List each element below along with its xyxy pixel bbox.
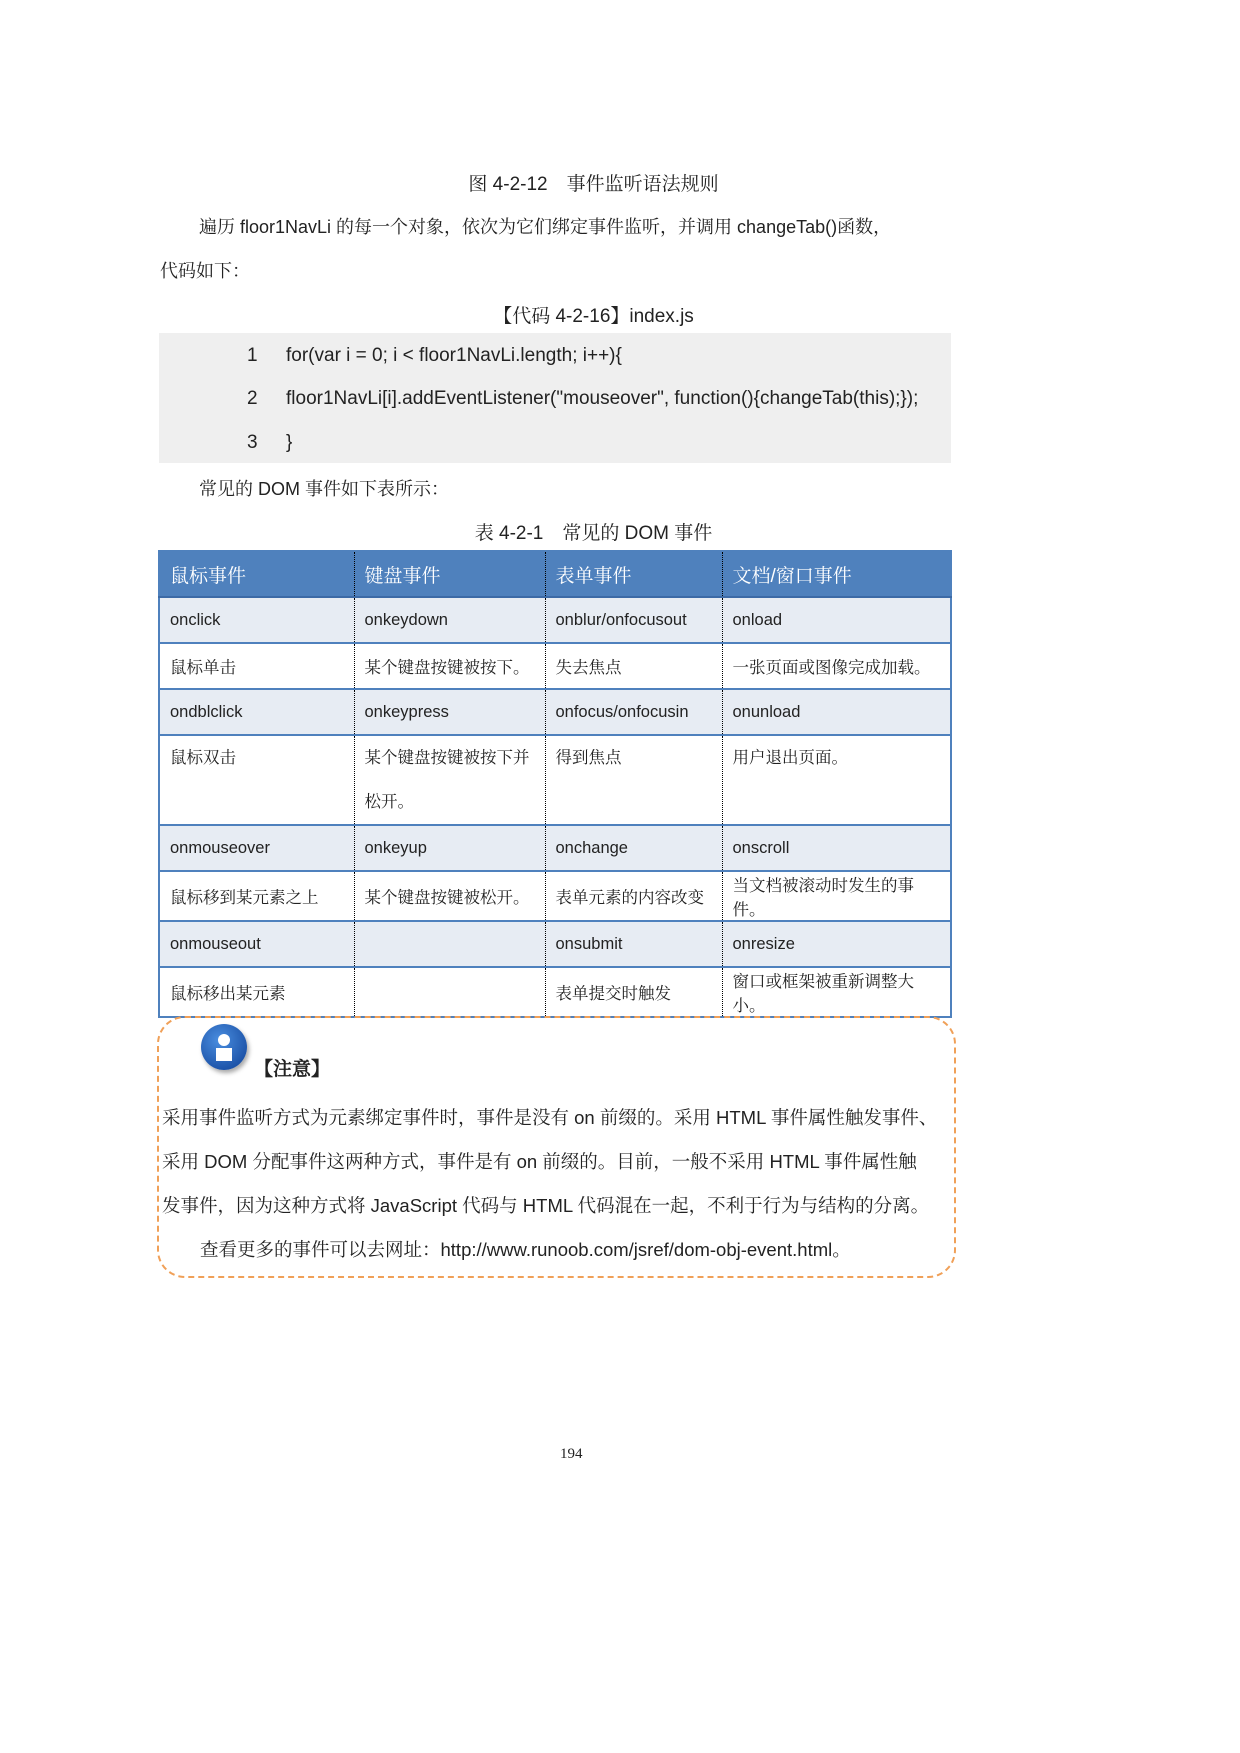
table-row <box>159 825 951 871</box>
line-number: 3 <box>247 432 258 453</box>
table-cell <box>354 967 545 1017</box>
table-caption: 表 4-2-1 常见的 DOM 事件 <box>474 523 713 544</box>
table-cell: 某个键盘按键被松开。 <box>354 871 545 921</box>
table-cell: onclick <box>159 597 354 643</box>
code-line: } <box>286 432 293 453</box>
column-header: 键盘事件 <box>354 551 545 597</box>
table-cell: 用户退出页面。 <box>722 735 951 825</box>
table-cell: 鼠标移到某元素之上 <box>170 889 319 907</box>
table-cell: 某个键盘按键被按下并松开。 <box>354 735 545 825</box>
table-cell: onsubmit <box>545 921 722 967</box>
figure-caption: 图 4-2-12 事件监听语法规则 <box>468 174 719 195</box>
table-cell: onkeydown <box>354 597 545 643</box>
table-cell: 某个键盘按键被按下。 <box>354 643 545 689</box>
column-header: 鼠标事件 <box>159 551 354 597</box>
table-cell: onmouseover <box>159 825 354 871</box>
code-caption: 【代码 4-2-16】index.js <box>493 306 694 327</box>
table-row <box>159 735 951 825</box>
note-text: 采用 DOM 分配事件这两种方式，事件是有 on 前缀的。目前，一般不采用 HTML 事件属性触 <box>162 1151 917 1172</box>
table-cell: onunload <box>722 689 951 735</box>
table-row <box>159 967 951 1017</box>
table-cell: ondblclick <box>159 689 354 735</box>
table-cell: 鼠标移出某元素 <box>170 985 286 1003</box>
note-text: 发事件，因为这种方式将 JavaScript 代码与 HTML 代码混在一起，不利于行为与结构的分离。 <box>162 1195 930 1216</box>
person-info-icon <box>201 1024 247 1070</box>
table-cell: 鼠标单击 <box>170 659 236 677</box>
table-row <box>159 871 951 921</box>
table-row <box>159 921 951 967</box>
page-number: 194 <box>560 1446 583 1462</box>
table-row <box>159 643 951 689</box>
table-cell: onfocus/onfocusin <box>545 689 722 735</box>
table-cell: onmouseout <box>159 921 354 967</box>
table-cell: 鼠标双击 <box>170 749 236 767</box>
line-number: 1 <box>247 345 258 366</box>
table-cell: onload <box>722 597 951 643</box>
note-box <box>157 1016 956 1278</box>
paragraph: 常见的 DOM 事件如下表所示： <box>199 479 449 499</box>
line-number: 2 <box>247 388 258 409</box>
table-cell: onblur/onfocusout <box>545 597 722 643</box>
table-cell: 失去焦点 <box>545 643 722 689</box>
note-link-text: 查看更多的事件可以去网址：http://www.runoob.com/jsref/dom-obj-event.html。 <box>200 1239 851 1260</box>
code-line: floor1NavLi[i].addEventListener("mouseover", function(){changeTab(this);}); <box>286 388 919 409</box>
table-cell <box>354 921 545 967</box>
code-line: for(var i = 0; i < floor1NavLi.length; i++){ <box>286 345 622 366</box>
column-header: 表单事件 <box>545 551 722 597</box>
table-row <box>159 597 951 643</box>
table-cell: 一张页面或图像完成加载。 <box>722 643 951 689</box>
dom-events-table <box>158 550 952 1018</box>
column-header: 文档/窗口事件 <box>722 551 951 597</box>
paragraph: 遍历 floor1NavLi 的每一个对象，依次为它们绑定事件监听，并调用 changeTab()函数， <box>199 217 892 237</box>
table-cell: 表单提交时触发 <box>545 967 722 1017</box>
code-block <box>159 333 951 463</box>
table-cell: 表单元素的内容改变 <box>545 871 722 921</box>
table-cell: onkeyup <box>354 825 545 871</box>
note-text: 采用事件监听方式为元素绑定事件时，事件是没有 on 前缀的。采用 HTML 事件属性触发事件、 <box>162 1107 938 1128</box>
table-cell: onchange <box>545 825 722 871</box>
table-cell: onkeypress <box>354 689 545 735</box>
table-cell: 窗口或框架被重新调整大小。 <box>722 967 951 1017</box>
table-cell: onresize <box>722 921 951 967</box>
note-title: 【注意】 <box>254 1059 331 1080</box>
table-cell: 得到焦点 <box>545 735 722 825</box>
table-row <box>159 689 951 735</box>
table-cell: onscroll <box>722 825 951 871</box>
table-cell: 当文档被滚动时发生的事件。 <box>722 871 951 921</box>
paragraph: 代码如下： <box>160 261 250 281</box>
